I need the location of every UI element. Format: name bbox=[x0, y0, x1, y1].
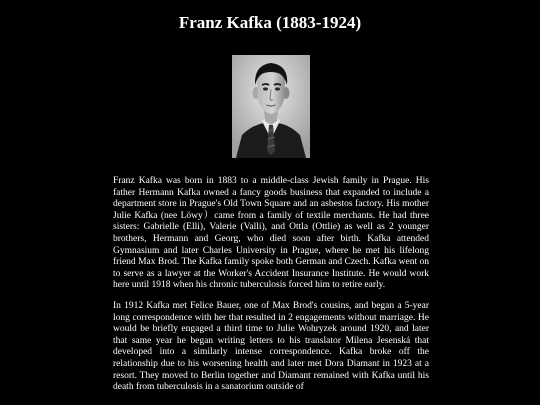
page-title: Franz Kafka (1883-1924) bbox=[178, 13, 362, 32]
biography-paragraph-2: In 1912 Kafka met Felice Bauer, one of Max Brod's cousins, and began a 5-year long correspondence with her that resulted in 2 engagements without marriage. He would be briefly engaged a third time to Julie Wohryzek around 1920, and later that same year he began writing letters to his translator Milena Jesenská that developed into a similarly intense correspondence. Kafka broke off the relationship due to his worsening health and later met Dora Diamant in 1923 at a resort. They moved to Berlin together and Diamant remained with Kafka until his death from tuberculosis in a sanatorium outside of bbox=[113, 300, 429, 393]
biography-text bbox=[113, 176, 429, 403]
portrait-image bbox=[232, 55, 310, 158]
biography-paragraph-1: Franz Kafka was born in 1883 to a middle-class Jewish family in Prague. His father Hermann Kafka owned a fancy goods business that expanded to include a department store in Prague's Old Town Square and an asbestos factory. His mother Julie Kafka (nee Löwy）came from a family of textile merchants. He had three sisters: Gabrielle (Elli), Valerie (Valli), and Ottla (Ottlie) as well as 2 younger brothers, Hermann and Georg, who died soon after birth. Kafka attended Gymnasium and later Charles University in Prague, where he met his lifelong friend Max Brod. The Kafka family spoke both German and Czech. Kafka went on to serve as a lawyer at the Worker's Accident Insurance Institute. He would work here until 1918 when his chronic tuberculosis forced him to retire early. bbox=[113, 176, 429, 291]
portrait-photo bbox=[232, 55, 310, 158]
